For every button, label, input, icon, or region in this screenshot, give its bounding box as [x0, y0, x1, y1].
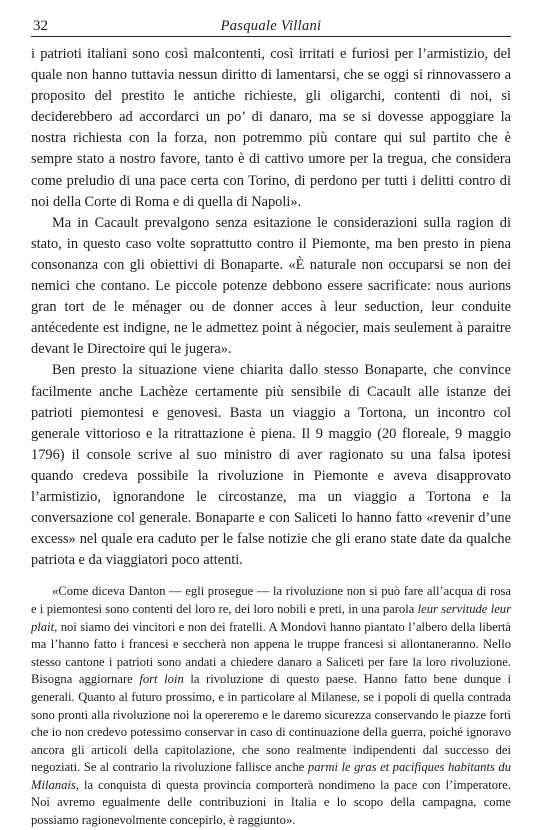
quote-italic-1: leur servitude leur plait — [31, 601, 511, 634]
paragraph-3: Ben presto la situazione viene chiarita dallo stesso Bonaparte, che convince facilmente anche Lachèze certamente più sensibile di Cacault alle istanze dei patrioti piemontesi e genovesi. Basta un viaggio a Tortona, un incontro col generale vittorioso e la ritrattazione è piena. Il 9 maggio (20 floreale, 9 maggio 1796) il console scrive al suo ministro di aver ragionato su una falsa ipotesi quando credeva possibile la rivoluzione in Piemonte e aveva disapprovato l’armistizio, ignorandone le circostanze, ma un viaggio a Tortona e la conversazione col generale. Bonaparte e con Saliceti lo hanno fatto «revenir d’une excess» nel quale era caduto per le false notizie che gli erano state date da qualche patriota e da viaggiatori poco attenti. — [31, 362, 511, 569]
page-header — [31, 14, 511, 37]
block-quote — [31, 583, 511, 829]
quote-text-4: , la conquista di questa provincia comporterà nondimeno la pace con l’imperatore. Noi avremo egualmente delle contribuzioni in Italia e lo scopo della campagna, come possiamo ragionevolmente concepirlo, è raggiunto». — [31, 777, 511, 828]
quote-italic-2: fort loin — [139, 672, 184, 687]
quote-text-1: «Come diceva Danton — egli prosegue — la rivoluzione non si può fare all’acqua di rosa e i piemontesi sono contenti del loro re, dei loro nobili e preti, in una parola — [31, 584, 511, 616]
page-number: 32 — [33, 18, 48, 34]
quote-text-2: , noi siamo dei vincitori e non dei fratelli. A Mondovì hanno piantato l’albero della libertà ma l’hanno fatto i francesi e seccherà non appena le truppe francesi si allontaneranno. Nello stesso cantone i patrioti sono andati a chiedere danaro a Saliceti per fare la loro rivoluzione. Bisogna aggiornare — [31, 619, 511, 687]
main-text — [31, 44, 511, 571]
running-head: Pasquale Villani — [220, 18, 322, 34]
quote-italic-3: parmi le gras et pacifiques habitants du Milanais — [31, 760, 511, 792]
quote-text-3: la rivoluzione di questo paese. Hanno fatto bene dunque i generali. Quanto al futuro prossimo, e in particolare al Milanese, se i popoli di quella contrada sono pronti alla rivoluzione noi la opereremo e le daremo sicurezza conservando le piazze forti che io non credevo potessimo conservar in caso di continuazione della guerra, poiché ignoravo ancora gli articoli della capitolazione, che sono realmente indipendenti dal successo dei negoziati. Se al contrario la rivoluzione fallisce anche — [31, 672, 512, 775]
paragraph-1: i patrioti italiani sono così malcontenti, così irritati e furiosi per l’armistizio, del quale non hanno tuttavia nessun diritto di lamentarsi, che se oggi si rinnovassero a proposito del prestito le antiche richieste, gli oligarchi, contenti di noi, si deciderebbero ad accordarci un po’ di danaro, ma se si dovesse appoggiare la nostra richiesta con la forza, non potremmo più contare qui sul partito che è sempre stato a nostro favore, tanto è di cattivo umore per la tregua, che considera come preludio di una pace certa con Torino, di perdono per tutti i delitti contro di noi della Corte di Roma e di quella di Napoli». — [31, 46, 511, 210]
quote-paragraph — [31, 583, 511, 829]
page — [31, 14, 511, 830]
paragraph-2: Ma in Cacault prevalgono senza esitazione le considerazioni sulla ragion di stato, in questo caso volte soprattutto contro il Piemonte, ma ben presto in piena consonanza con gli obiettivi di Bonaparte. «È naturale non occuparsi se non dei nemici che contano. Le piccole potenze debbono essere sacrificate: nous aurions gran tort de le ménager ou de donner acces à leur seduction, leur conduite antécedente est indigne, ne le admettez point à négocier, mais seulement à paraitre devant le Directoire qui le jugera». — [31, 214, 511, 358]
